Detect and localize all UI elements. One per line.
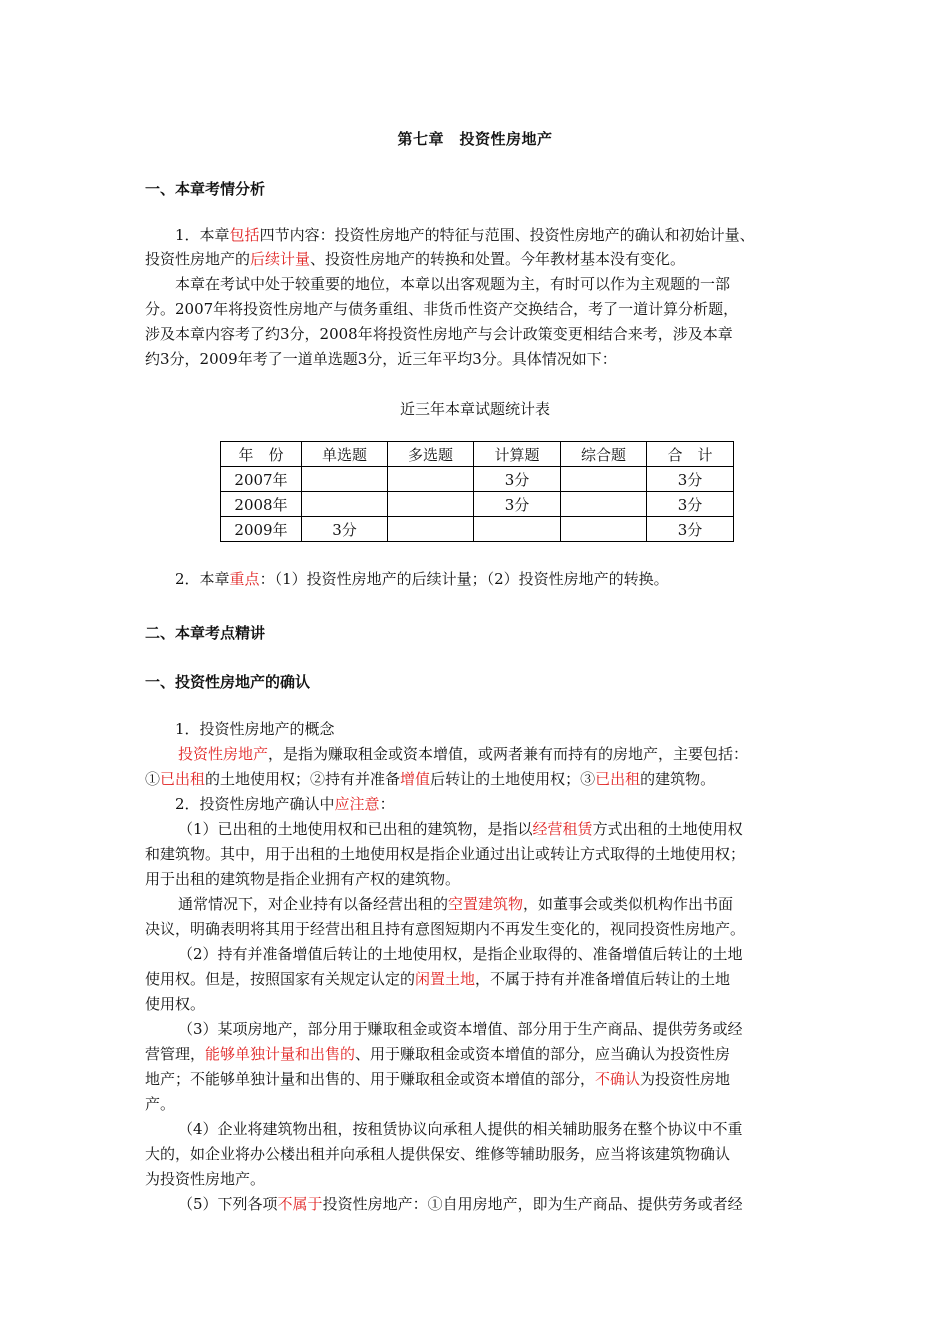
text-run: ，如董事会或类似机构作出书面 [523,895,734,913]
highlight-text: 已出租 [160,770,206,788]
table-header-cell: 综合题 [561,442,647,467]
table-header-cell: 计算题 [474,442,561,467]
paragraph-line: 1．投资性房地产的概念 [175,720,335,738]
table-header-cell: 多选题 [388,442,474,467]
paragraph-line: 分。2007年将投资性房地产与债务重组、非货币性资产交换结合，考了一道计算分析题， [145,300,739,318]
table-header-row [221,442,734,467]
text-run: ：（1）投资性房地产的后续计量；（2）投资性房地产的转换。 [259,570,669,588]
paragraph-line [178,893,733,915]
text-run: ，不属于持有并准备增值后转让的土地 [475,970,731,988]
text-run: 为投资性房地 [640,1070,731,1088]
paragraph-line [145,968,730,990]
table-row [221,492,734,517]
table-cell: 3分 [647,467,734,492]
paragraph-line [175,793,395,815]
table-header-cell: 合 计 [647,442,734,467]
paragraph-line: 本章在考试中处于较重要的地位，本章以出客观题为主，有时可以作为主观题的一部 [175,275,731,293]
table-cell [474,517,561,542]
paragraph-line: 用于出租的建筑物是指企业拥有产权的建筑物。 [145,870,461,888]
chapter-title: 第七章 投资性房地产 [397,130,553,148]
paragraph-line: 产。 [145,1095,176,1113]
table-cell [561,492,647,517]
highlight-text: 闲置土地 [415,970,476,988]
highlight-text: 投资性房地产 [178,745,269,763]
text-run: ① [145,770,161,788]
section-heading-analysis: 一、本章考情分析 [145,180,266,198]
highlight-text: 经营租赁 [532,820,593,838]
paragraph-line: （4）企业将建筑物出租，按租赁协议向承租人提供的相关辅助服务在整个协议中不重 [178,1120,743,1138]
highlight-text: 不属于 [277,1195,323,1213]
table-cell: 3分 [647,517,734,542]
table-cell [561,517,647,542]
text-run: 的土地使用权；②持有并准备 [205,770,401,788]
text-run: ： [379,795,395,813]
highlight-text: 增值 [400,770,431,788]
text-run: 四节内容：投资性房地产的特征与范围、投资性房地产的确认和初始计量、 [259,226,755,244]
paragraph-line: （3）某项房地产，部分用于赚取租金或资本增值、部分用于生产商品、提供劳务或经 [178,1020,743,1038]
text-run: 、投资性房地产的转换和处置。今年教材基本没有变化。 [310,250,686,268]
paragraph-line [145,248,685,270]
table-cell: 3分 [474,492,561,517]
text-run: 通常情况下，对企业持有以备经营出租的 [178,895,449,913]
paragraph-line [145,768,715,790]
text-run: 方式出租的土地使用权 [592,820,743,838]
paragraph-line: 约3分，2009年考了一道单选题3分，近三年平均3分。具体情况如下： [145,350,617,368]
section-heading-recognition: 一、投资性房地产的确认 [145,673,311,691]
text-run: （1）已出租的土地使用权和已出租的建筑物，是指以 [178,820,533,838]
text-run: 使用权。但是，按照国家有关规定认定的 [145,970,416,988]
table-header-cell: 单选题 [302,442,388,467]
section-heading-key-points: 二、本章考点精讲 [145,624,266,642]
paragraph-line: 为投资性房地产。 [145,1170,266,1188]
table-cell [388,467,474,492]
paragraph-line [178,818,743,840]
highlight-text: 应注意 [334,795,380,813]
text-run: 投资性房地产：①自用房地产，即为生产商品、提供劳务或者经 [322,1195,743,1213]
paragraph-line: 涉及本章内容考了约3分，2008年将投资性房地产与会计政策变更相结合来考，涉及本章 [145,325,733,343]
table-cell [302,467,388,492]
paragraph-line [145,1043,730,1065]
table-header-cell: 年 份 [221,442,302,467]
paragraph-line [175,568,669,590]
table-cell: 3分 [302,517,388,542]
paragraph-line: 和建筑物。其中，用于出租的土地使用权是指企业通过出让或转让方式取得的土地使用权； [145,845,746,863]
highlight-text: 能够单独计量和出售的 [205,1045,356,1063]
paragraph-line [145,1068,730,1090]
paragraph-line [178,743,748,765]
paragraph-line: 大的，如企业将办公楼出租并向承租人提供保安、维修等辅助服务，应当将该建筑物确认 [145,1145,731,1163]
highlight-text: 后续计量 [250,250,311,268]
text-run: （5）下列各项 [178,1195,278,1213]
text-run: 投资性房地产的 [145,250,251,268]
text-run: 营管理， [145,1045,206,1063]
paragraph-line: 决议，明确表明将其用于经营出租且持有意图短期内不再发生变化的，视同投资性房地产。 [145,920,746,938]
paragraph-line: （2）持有并准备增值后转让的土地使用权，是指企业取得的、准备增值后转让的土地 [178,945,743,963]
table-cell [302,492,388,517]
table-cell: 3分 [474,467,561,492]
highlight-text: 不确认 [595,1070,641,1088]
table-cell [388,492,474,517]
table-row [221,467,734,492]
paragraph-line [178,1193,743,1215]
text-run: ，是指为赚取租金或资本增值，或两者兼有而持有的房地产，主要包括： [268,745,749,763]
text-run: 地产；不能够单独计量和出售的、用于赚取租金或资本增值的部分， [145,1070,596,1088]
highlight-text: 包括 [229,226,260,244]
table-cell: 2007年 [221,467,302,492]
table-row [221,517,734,542]
table-cell: 2009年 [221,517,302,542]
table-cell [561,467,647,492]
table-cell [388,517,474,542]
table-caption: 近三年本章试题统计表 [399,400,550,418]
table-cell: 2008年 [221,492,302,517]
text-run: 的建筑物。 [640,770,716,788]
text-run: 1．本章 [175,226,230,244]
highlight-text: 已出租 [595,770,641,788]
text-run: 2．投资性房地产确认中 [175,795,335,813]
text-run: 后转让的土地使用权；③ [430,770,596,788]
text-run: 、用于赚取租金或资本增值的部分，应当确认为投资性房 [355,1045,731,1063]
table-cell: 3分 [647,492,734,517]
paragraph-line [175,224,755,246]
highlight-text: 空置建筑物 [448,895,524,913]
text-run: 2．本章 [175,570,230,588]
paragraph-line: 使用权。 [145,995,206,1013]
highlight-text: 重点 [229,570,260,588]
exam-stats-table [220,441,734,542]
